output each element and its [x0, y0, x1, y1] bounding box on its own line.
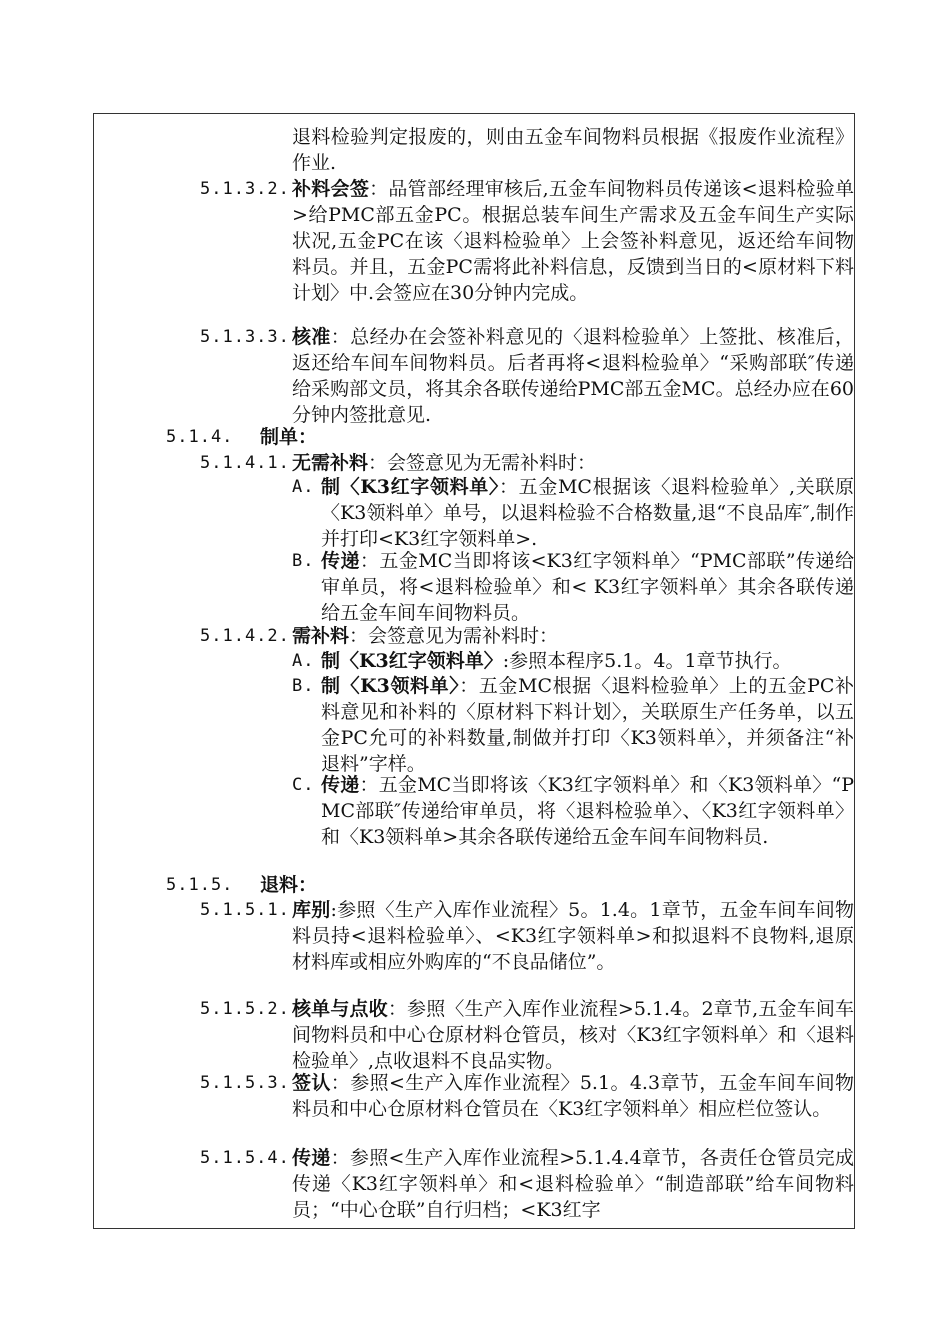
section-number: 5.1.4.2. [200, 626, 290, 646]
item-5-1-4-2-c [321, 772, 854, 850]
section-text: ：会签意见为无需补料时： [368, 452, 597, 474]
section-5-1-5-2 [292, 996, 854, 1074]
section-text: ：参照<生产入库作业流程>5.1.4.4章节，各责任仓管员完成传递〈K3红字领料单〉和<退料检验单〉“制造部联”给车间物料员；“中心仓联”自行归档；<K3红字 [292, 1147, 854, 1221]
section-title: 无需补料 [292, 452, 369, 474]
section-title: 需补料 [292, 625, 350, 647]
section-title: 核准 [292, 326, 331, 348]
item-label: C. [292, 775, 315, 795]
item-5-1-4-1-a [321, 474, 854, 552]
item-text: ：五金MC根据该〈退料检验单〉,关联原〈K3领料单〉单号，以退料检验不合格数量,退“不良品库″,制作并打印<K3红字领料单>. [321, 476, 854, 550]
section-text: ：品管部经理审核后,五金车间物料员传递该<退料检验单>给PMC部五金PC。根据总装车间生产需求及五金车间生产实际状况,五金PC在该〈退料检验单〉上会签补料意见，返还给车间物料员。并且，五金PC需将此补料信息，反馈到当日的<原材料下料计划〉中.会签应在30分钟内完成。 [292, 178, 854, 304]
item-text: ：五金MC当即将该<K3红字领料单〉“PMC部联”传递给审单员，将<退料检验单〉和< K3红字领料单〉其余各联传递给五金车间车间物料员。 [321, 550, 854, 624]
item-5-1-4-2-b [321, 673, 854, 777]
item-text: ：五金MC根据〈退料检验单〉上的五金PC补料意见和补料的〈原材料下料计划〉，关联原生产任务单，以五金PC允可的补料数量,制做并打印〈K3领料单〉，并须备注“补退料”字样。 [321, 675, 854, 775]
section-5-1-4-2 [292, 623, 854, 649]
section-5-1-3-3 [292, 324, 854, 428]
item-5-1-4-1-b [321, 548, 854, 626]
section-number: 5.1.5. [166, 875, 234, 895]
section-number: 5.1.4.1. [200, 453, 290, 473]
section-text: ：参照〈生产入库作业流程>5.1.4。2章节,五金车间车间物料员和中心仓原材料仓管员，核对〈K3红字领料单〉和〈退料检验单〉,点收退料不良品实物。 [292, 998, 854, 1072]
item-title: 制〈K3红字领料单〉 [321, 476, 500, 498]
item-label: B. [292, 551, 315, 571]
section-5-1-5-3 [292, 1070, 854, 1122]
section-number: 5.1.4. [166, 427, 234, 447]
section-title: 补料会签 [292, 178, 370, 200]
section-5-1-5-1 [292, 897, 854, 975]
item-label: A. [292, 651, 315, 671]
section-title: 传递 [292, 1147, 331, 1169]
section-title: 核单与点收 [292, 998, 388, 1020]
item-label: B. [292, 676, 315, 696]
section-number: 5.1.3.3. [200, 327, 290, 347]
section-text: :参照〈生产入库作业流程〉5。1.4。1章节，五金车间车间物料员持<退料检验单〉、<K3红字领料单>和拟退料不良物料,退原材料库或相应外购库的“不良品储位”。 [292, 899, 854, 973]
section-5-1-4-1 [292, 450, 854, 476]
section-text: ：总经办在会签补料意见的〈退料检验单〉上签批、核准后，返还给车间车间物料员。后者再将<退料检验单〉“采购部联″传递给采购部文员，将其余各联传递给PMC部五金MC。总经办应在60分钟内签批意见. [292, 326, 854, 426]
section-number: 5.1.5.1. [200, 900, 290, 920]
section-text: ：参照<生产入库作业流程〉5.1。4.3章节，五金车间车间物料员和中心仓原材料仓管员在〈K3红字领料单〉相应栏位签认。 [292, 1072, 854, 1120]
section-number: 5.1.3.2. [200, 179, 290, 199]
section-5-1-3-2 [292, 176, 854, 306]
section-number: 5.1.5.2. [200, 999, 290, 1019]
section-title: 库别 [292, 899, 331, 921]
section-title: 签认 [292, 1072, 331, 1094]
item-text: :参照本程序5.1。4。1章节执行。 [502, 650, 792, 672]
section-number: 5.1.5.4. [200, 1148, 290, 1168]
item-title: 传递 [321, 550, 360, 572]
item-title: 传递 [321, 774, 360, 796]
section-text: ：会签意见为需补料时： [349, 625, 559, 647]
item-label: A. [292, 477, 315, 497]
section-heading: 退料： [260, 874, 318, 896]
item-5-1-4-2-a [321, 648, 854, 674]
item-text: ：五金MC当即将该〈K3红字领料单〉和〈K3领料单〉“PMC部联″传递给审单员，将〈退料检验单〉、〈K3红字领料单〉和〈K3领料单>其余各联传递给五金车间车间物料员. [321, 774, 854, 848]
section-number: 5.1.5.3. [200, 1073, 290, 1093]
item-title: 制〈K3领料单〉 [321, 675, 460, 697]
item-title: 制〈K3红字领料单〉 [321, 650, 503, 672]
paragraph-continuation: 退料检验判定报废的，则由五金车间物料员根据《报废作业流程》作业. [292, 126, 854, 174]
section-heading: 制单： [260, 426, 318, 448]
section-5-1-5-4 [292, 1145, 854, 1223]
